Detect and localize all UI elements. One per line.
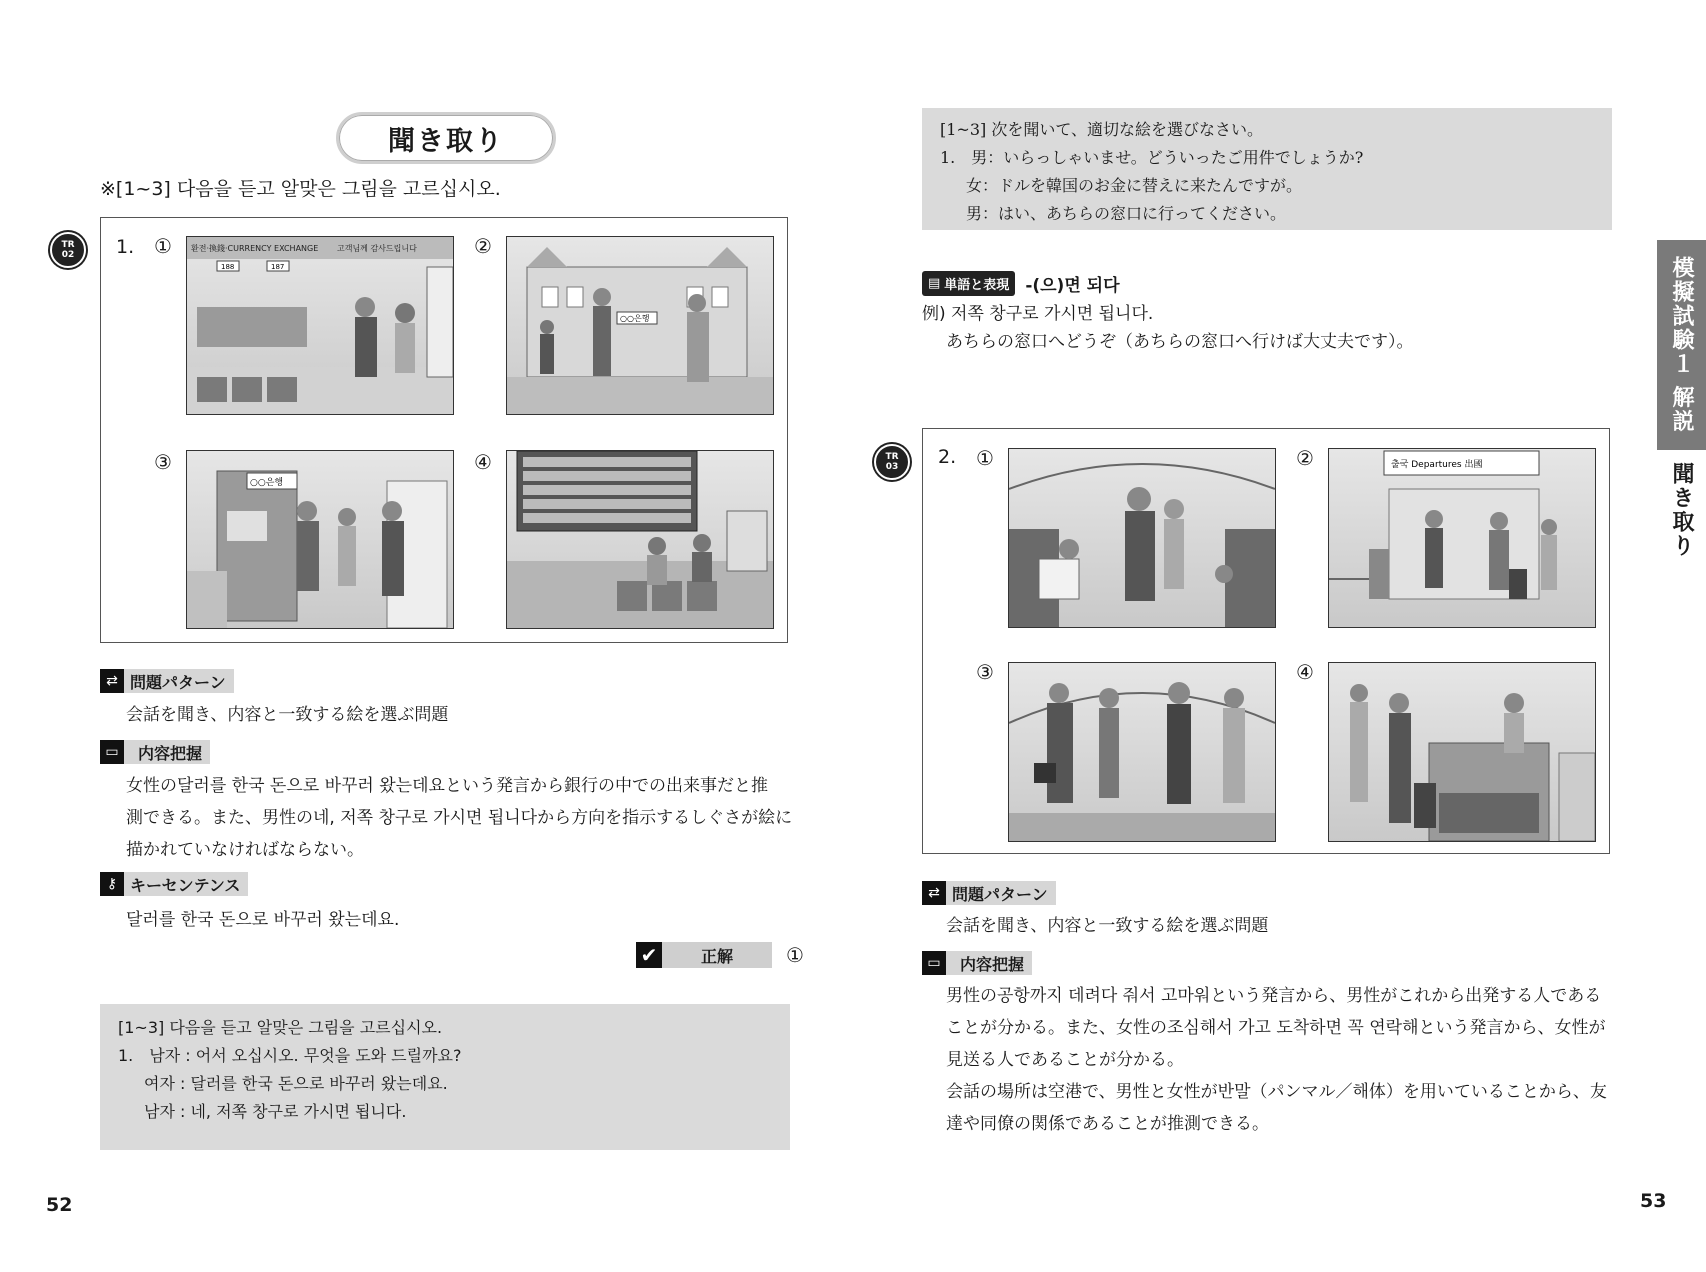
vocab-expression: -(으)면 되다 [1025, 276, 1120, 296]
choice-q2-4-illustration[interactable] [1328, 662, 1596, 842]
choice-q2-4-marker[interactable]: ④ [1296, 660, 1314, 684]
track-badge-03[interactable]: TR 03 [874, 444, 910, 480]
choice-4-marker[interactable]: ④ [474, 450, 492, 474]
pic3-sign: ○○은행 [250, 478, 284, 488]
exchange-rate-board-scene [507, 451, 773, 628]
question-instruction: ※[1~3] 다음을 듣고 알맞은 그림을 고르십시오. [100, 178, 501, 200]
choice-2-marker[interactable]: ② [474, 234, 492, 258]
repeat-icon: ⇄ [100, 669, 124, 693]
book-icon: ▭ [922, 951, 946, 975]
choice-1-illustration[interactable] [186, 236, 454, 415]
key-icon: ⚷ [100, 872, 124, 896]
vocab-example-korean: 例) 저쪽 창구로 가시면 됩니다. [922, 304, 1154, 324]
side-tab-chapter[interactable]: 模擬試験１ 解説 [1657, 240, 1706, 450]
bank-counter-scene [187, 237, 453, 414]
pic-departures-sign: 출국 Departures 出國 [1391, 460, 1483, 470]
choice-3-illustration[interactable] [186, 450, 454, 629]
key-sentence-text: 달러를 한국 돈으로 바꾸러 왔는데요. [126, 910, 400, 930]
choice-q2-1-marker[interactable]: ① [976, 446, 994, 470]
answer-value: ① [786, 943, 804, 967]
section-title-text: 聞き取り [388, 125, 504, 157]
vocab-badge: ▤ 単語と表現 [922, 271, 1015, 296]
choice-q2-2-illustration[interactable] [1328, 448, 1596, 628]
choice-2-illustration[interactable] [506, 236, 774, 415]
airplane-cabin-scene [1009, 449, 1275, 627]
choice-q2-2-marker[interactable]: ② [1296, 446, 1314, 470]
pic2-sign: ○○은행 [620, 314, 650, 323]
pic1-sign: 환전·換錢·CURRENCY EXCHANGE [191, 244, 319, 253]
question-1-number: 1. [116, 236, 135, 258]
choice-q2-3-illustration[interactable] [1008, 662, 1276, 842]
page-number-right: 53 [1640, 1190, 1667, 1212]
section-title [336, 112, 556, 164]
pic1-banner: 고객님께 감사드립니다 [337, 244, 417, 253]
page-number-left: 52 [46, 1194, 73, 1216]
pattern-label-right: ⇄ 問題パターン [922, 881, 1056, 905]
book-icon: ▭ [100, 740, 124, 764]
pattern-text-left: 会話を聞き、内容と一致する絵を選ぶ問題 [126, 705, 449, 725]
content-label-right: ▭ 内容把握 [922, 951, 1032, 975]
script-box-korean: [1~3] 다음을 듣고 알맞은 그림을 고르십시오. 1. 남자 : 어서 오십시오. 무엇을 도와 드릴까요? 여자 : 달러를 한국 돈으로 바꾸러 왔는데요. 남자 : 네, 저쪽 창구로 가시면 됩니다. [100, 1004, 790, 1150]
baggage-check-scene [1329, 663, 1595, 841]
choice-3-marker[interactable]: ③ [154, 450, 172, 474]
answer-box: ✔ 正解 ① [636, 942, 804, 968]
pic1-counter-number-1: 188 [221, 263, 235, 271]
track-badge-02[interactable]: TR 02 [50, 232, 86, 268]
content-text-right: 男性の공항까지 데려다 줘서 고마워という発言から、男性がこれから出発する人である ことが分かる。また、女性の조심해서 가고 도착하면 꼭 연락해という発言から、女性が 見送る人であることが分かる。 会話の場所は空港で、男性と女性が반말（パンマル／해体）を用いていることから、友 達や同僚の関係であることが推測できる。 [946, 986, 1607, 1134]
checkmark-icon: ✔ [636, 942, 662, 968]
vocab-header [922, 271, 1120, 296]
content-text-left: 女性の달러를 한국 돈으로 바꾸러 왔는데요という発言から銀行の中での出来事だと推 測できる。また、男性の네, 저쪽 창구로 가시면 됩니다から方向を指示するしぐさが絵に 描かれていなければならない。 [126, 776, 793, 860]
pattern-label-left: ⇄ 問題パターン [100, 669, 234, 693]
departures-gate-scene [1329, 449, 1595, 627]
question-2-number: 2. [938, 446, 957, 468]
choice-q2-3-marker[interactable]: ③ [976, 660, 994, 684]
content-label-left: ▭ 内容把握 [100, 740, 210, 764]
script-box-japanese: [1~3] 次を聞いて、適切な絵を選びなさい。 1. 男：いらっしゃいませ。どういったご用件でしょうか? 女：ドルを韓国のお金に替えに来たんですが。 男：はい、あちらの窓口に行ってください。 [922, 108, 1612, 230]
boarding-scene [1009, 663, 1275, 841]
choice-q2-1-illustration[interactable] [1008, 448, 1276, 628]
atm-scene [187, 451, 453, 628]
choice-1-marker[interactable]: ① [154, 234, 172, 258]
notebook-icon: ▤ [928, 276, 941, 291]
repeat-icon: ⇄ [922, 881, 946, 905]
bank-exterior-scene [507, 237, 773, 414]
pic1-counter-number-2: 187 [271, 263, 285, 271]
side-tab-section: 聞き取り [1669, 462, 1694, 558]
pattern-text-right: 会話を聞き、内容と一致する絵を選ぶ問題 [946, 916, 1269, 936]
vocab-example-japanese: あちらの窓口へどうぞ（あちらの窓口へ行けば大丈夫です）。 [946, 332, 1414, 352]
key-sentence-label: ⚷ キーセンテンス [100, 872, 248, 896]
choice-4-illustration[interactable] [506, 450, 774, 629]
